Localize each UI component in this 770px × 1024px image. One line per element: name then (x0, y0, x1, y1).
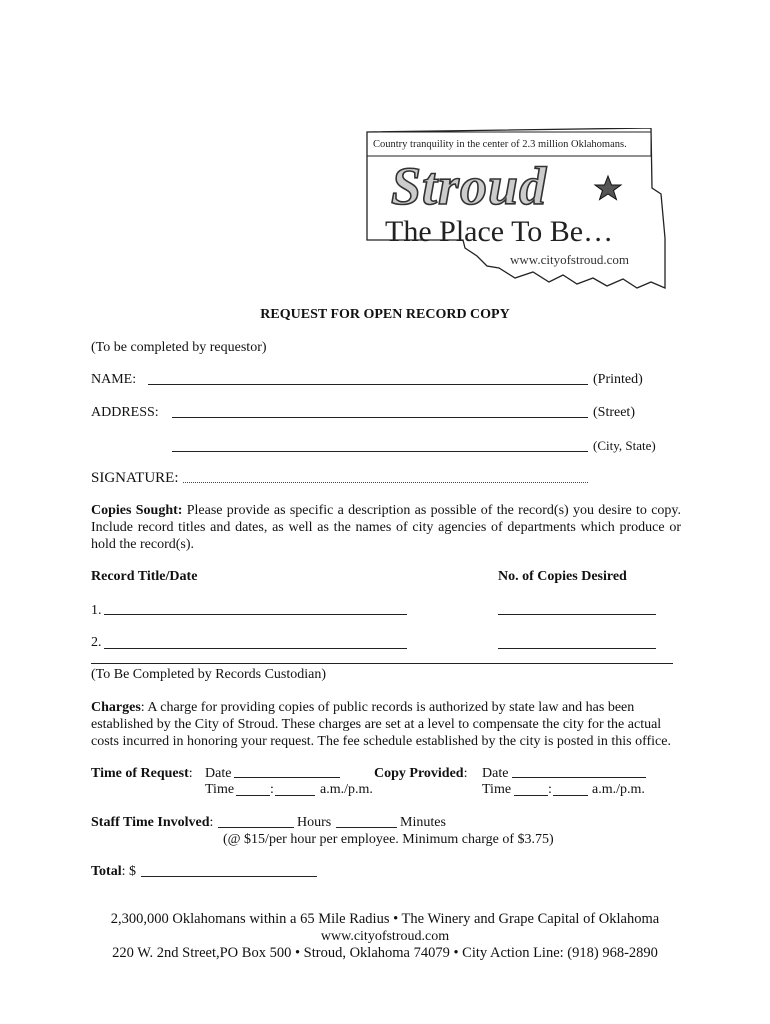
copies-desired-header: No. of Copies Desired (498, 569, 627, 584)
copies-sought-paragraph (91, 502, 681, 553)
row-2-number: 2. (91, 635, 102, 650)
minutes-label: Minutes (400, 815, 446, 830)
rate-note: (@ $15/per hour per employee. Minimum charge of $3.75) (223, 832, 554, 847)
hours-label: Hours (297, 815, 332, 830)
staff-time-colon: : (209, 815, 214, 830)
footer-address: 220 W. 2nd Street,PO Box 500 • Stroud, Oklahoma 74079 • City Action Line: (918) 968-2890 (112, 945, 658, 961)
copies-sought-text: Please provide as specific a description as possible of the record(s) you desire to copy. Include record titles and dates, as well as the names of city agencies of departments which produce or hold the record(s). (91, 503, 681, 552)
provided-time-label: Time (482, 782, 512, 797)
logo-url: www.cityofstroud.com (510, 252, 630, 267)
total-label: Total (91, 864, 122, 879)
provided-hour-field[interactable] (514, 795, 548, 796)
charges-text: : A charge for providing copies of public records is authorized by state law and has been established by the City of Stroud. These charges are set at a level to compensate the city for the actual costs incurred in honoring your request. The fee schedule established by the city is posted in this office. (91, 700, 671, 749)
provided-date-label: Date (482, 766, 509, 781)
section-divider (91, 663, 673, 664)
provided-minute-field[interactable] (553, 795, 588, 796)
custodian-note: (To Be Completed by Records Custodian) (91, 667, 327, 682)
copy-provided-colon: : (463, 766, 468, 781)
request-time-label: Time (205, 782, 235, 797)
street-hint: (Street) (593, 405, 635, 420)
footer-url: www.cityofstroud.com (320, 929, 450, 944)
logo-slogan: The Place To Be… (385, 215, 614, 248)
city-state-field[interactable] (172, 451, 588, 452)
footer-tagline: 2,300,000 Oklahomans within a 65 Mile Radius • The Winery and Grape Capital of Oklahoma (110, 911, 660, 927)
staff-time-label: Staff Time Involved (91, 815, 210, 830)
stroud-logo (365, 128, 670, 293)
time-of-request-colon: : (188, 766, 193, 781)
copies-sought-label: Copies Sought: (91, 503, 183, 518)
signature-label: SIGNATURE: (91, 470, 179, 486)
charges-label: Charges (91, 700, 141, 715)
request-hour-field[interactable] (236, 795, 270, 796)
copies-1-field[interactable] (498, 614, 656, 615)
provided-time-sep: : (548, 782, 552, 797)
copies-2-field[interactable] (498, 648, 656, 649)
total-currency: : $ (121, 864, 136, 879)
logo-name: Stroud (391, 156, 548, 216)
request-minute-field[interactable] (275, 795, 315, 796)
charges-paragraph (91, 699, 671, 750)
staff-time (91, 815, 213, 831)
time-of-request-label: Time of Request (91, 766, 189, 781)
record-title-2-field[interactable] (104, 648, 407, 649)
total-field[interactable] (141, 876, 317, 877)
staff-hours-field[interactable] (218, 827, 294, 828)
total (91, 864, 136, 880)
staff-minutes-field[interactable] (336, 827, 397, 828)
signature-field[interactable] (183, 482, 588, 483)
request-ampm: a.m./p.m. (320, 782, 373, 797)
address-label: ADDRESS: (91, 405, 159, 420)
time-of-request (91, 766, 193, 782)
street-field[interactable] (172, 417, 588, 418)
logo-tagline: Country tranquility in the center of 2.3 million Oklahomans. (373, 139, 627, 150)
record-title-header: Record Title/Date (91, 569, 198, 584)
name-label: NAME: (91, 372, 137, 387)
request-date-field[interactable] (234, 777, 340, 778)
request-time-sep: : (270, 782, 274, 797)
copy-provided (374, 766, 467, 782)
name-hint: (Printed) (593, 372, 643, 387)
star-icon (595, 176, 621, 200)
request-date-label: Date (205, 766, 232, 781)
record-title-1-field[interactable] (104, 614, 407, 615)
form-title: REQUEST FOR OPEN RECORD COPY (260, 307, 510, 322)
copy-provided-label: Copy Provided (374, 766, 464, 781)
city-hint: (City, State) (593, 438, 656, 453)
provided-date-field[interactable] (512, 777, 646, 778)
requestor-note: (To be completed by requestor) (91, 340, 267, 355)
provided-ampm: a.m./p.m. (592, 782, 645, 797)
row-1-number: 1. (91, 603, 102, 618)
name-field[interactable] (148, 384, 588, 385)
